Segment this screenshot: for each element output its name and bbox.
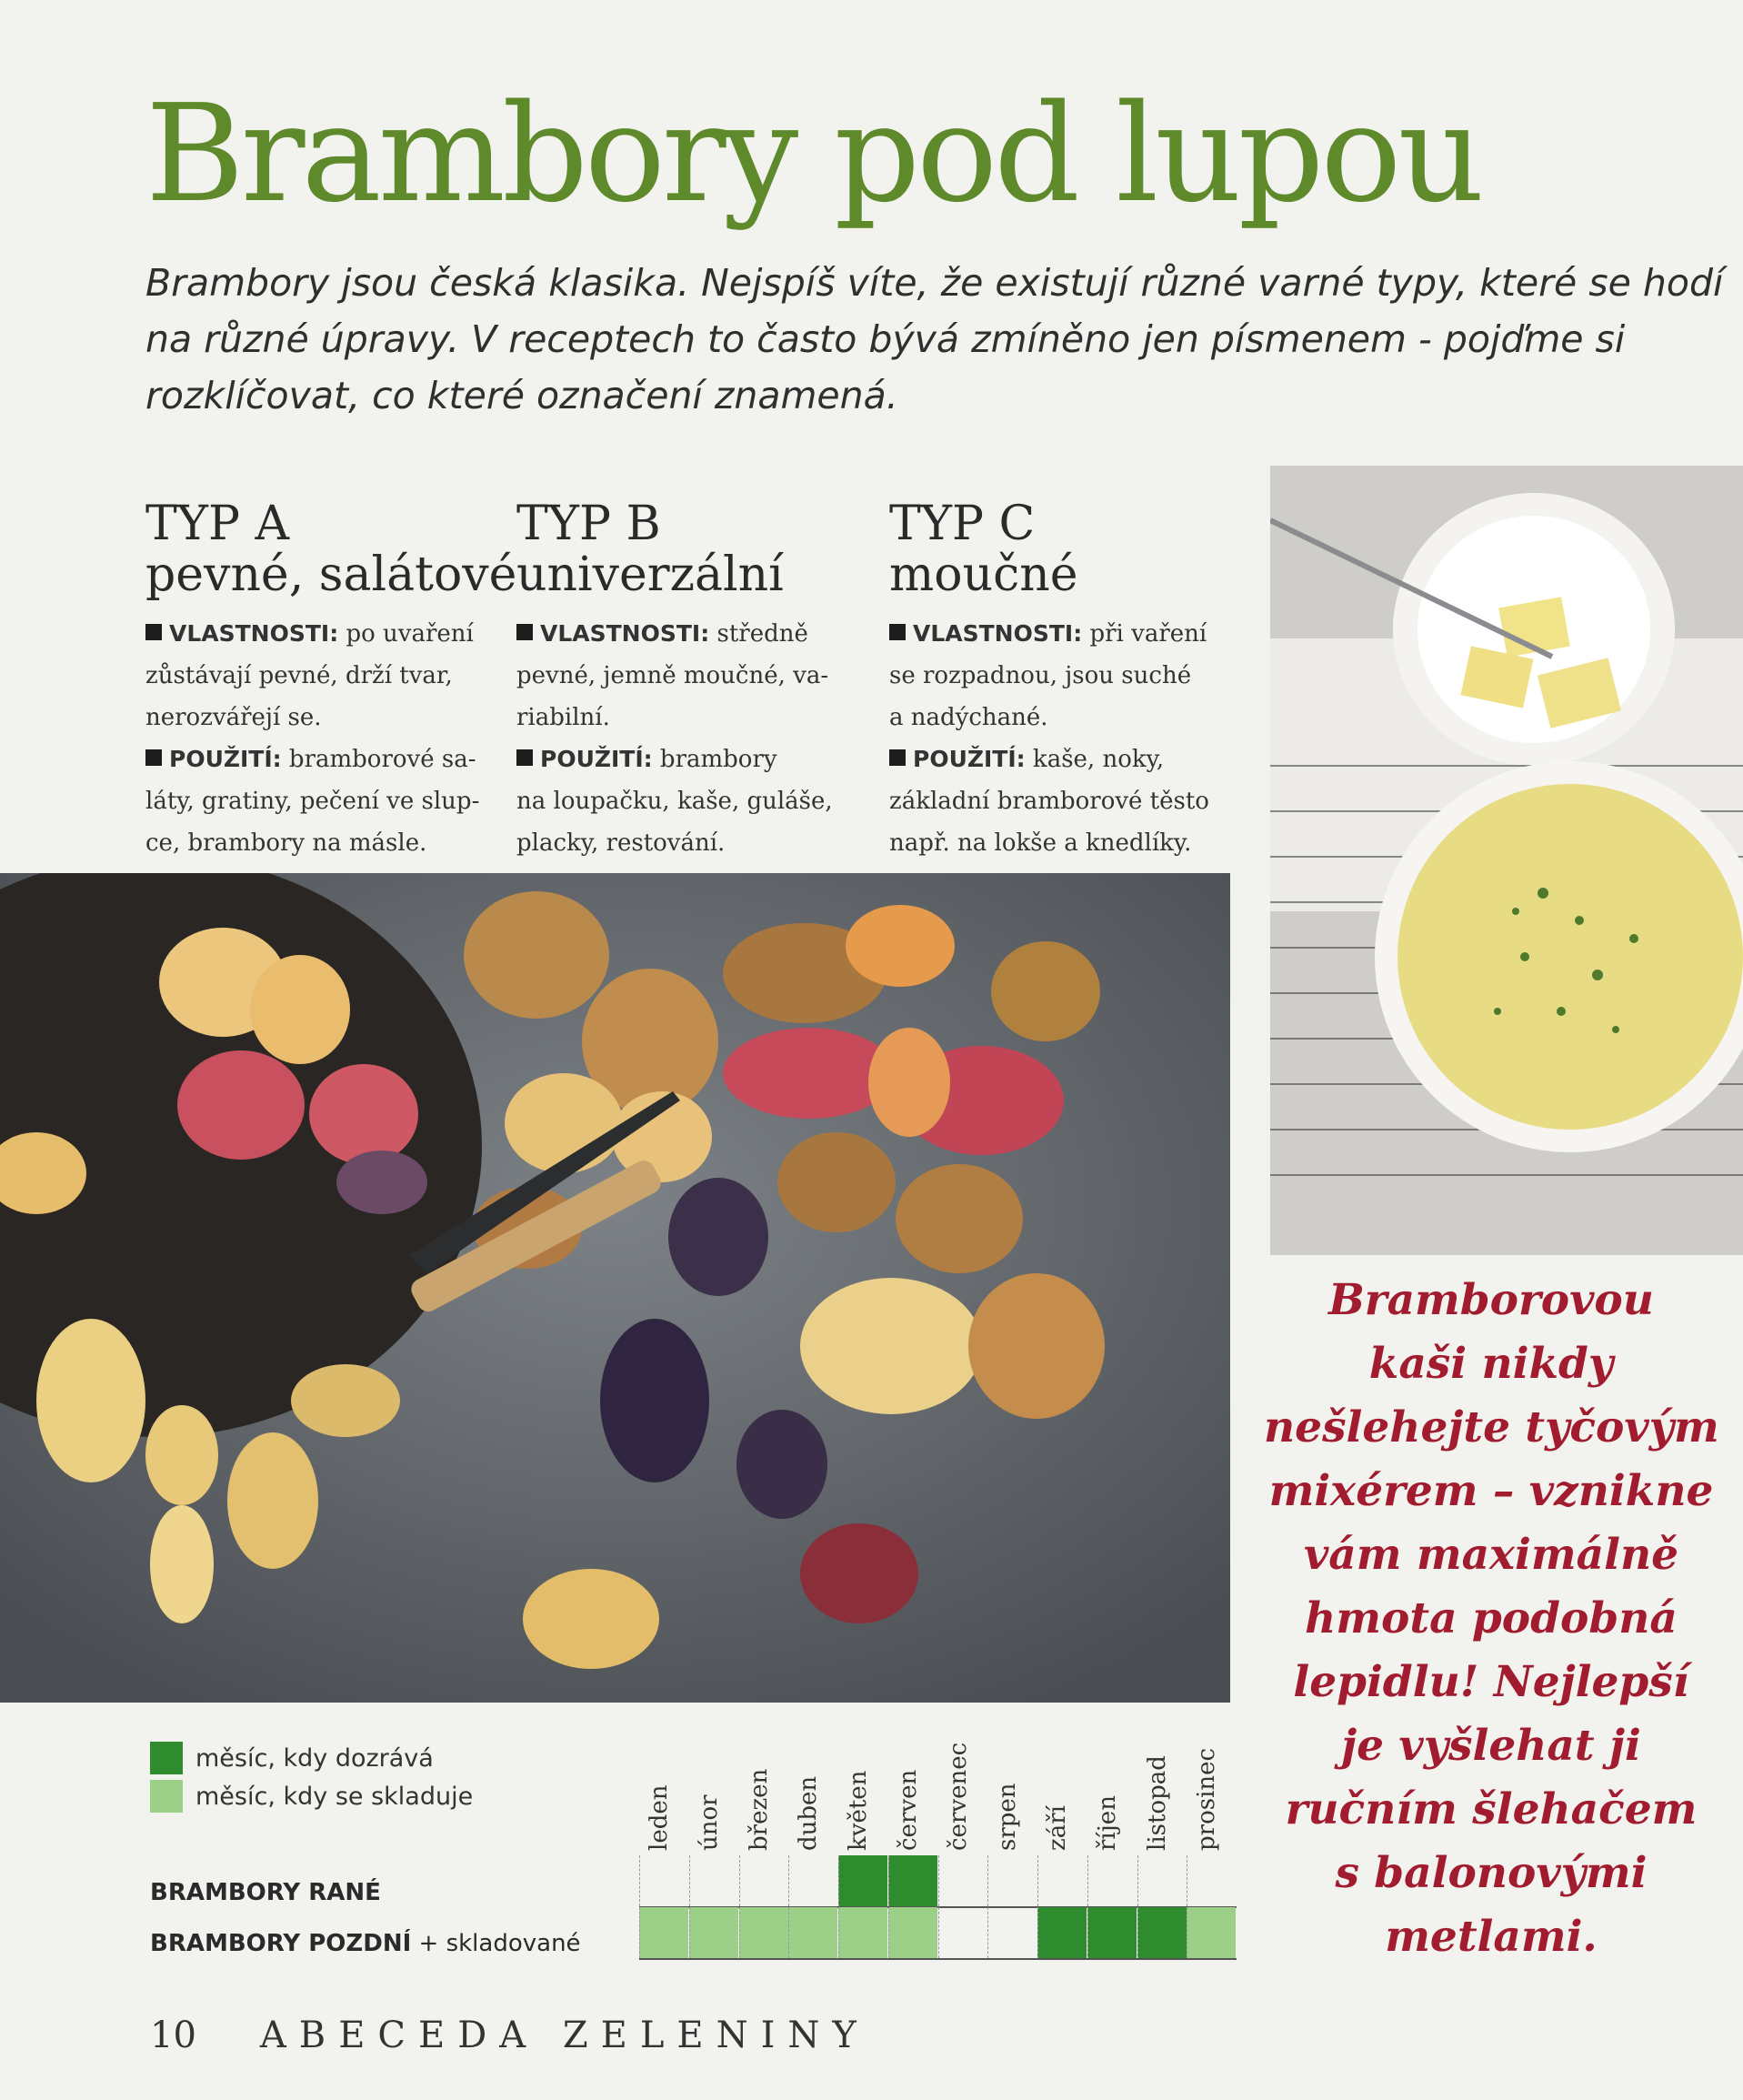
- season-cell: [788, 1907, 837, 1958]
- book-title: ABECEDA ZELENINY: [259, 2015, 869, 2056]
- type-c-line: se rozpadnou, jsou suché: [889, 662, 1192, 689]
- type-c-line: VLASTNOSTI: při vaření: [889, 613, 1244, 655]
- tip-line: vám maximálně: [1303, 1530, 1679, 1580]
- type-b-line: pevné, jemně moučné, va-: [516, 662, 829, 689]
- month-label: červenec: [944, 1742, 972, 1851]
- type-c-subtitle: moučné: [889, 548, 1078, 602]
- month-header: [886, 1737, 935, 1851]
- intro-line: Brambory jsou česká klasika. Nejspíš víte, že existují různé varné typy, které se hodí: [145, 261, 1724, 305]
- month-header: [1184, 1737, 1233, 1851]
- tip-line: s balonovými: [1335, 1848, 1648, 1898]
- mashed-potatoes-illustration: [1270, 466, 1743, 1255]
- season-cell: [888, 1907, 937, 1958]
- month-header: [686, 1737, 736, 1851]
- month-label: říjen: [1093, 1795, 1121, 1851]
- potatoes-illustration: [0, 873, 1230, 1703]
- season-cell: [639, 1907, 688, 1958]
- bullet-square-icon: [516, 749, 533, 766]
- tip-line: Bramborovou: [1328, 1275, 1654, 1325]
- type-c-line: základní bramborové těsto: [889, 788, 1209, 815]
- season-grid: [639, 1855, 1237, 1959]
- legend-swatch-stored: [150, 1780, 183, 1813]
- month-header: [1035, 1737, 1084, 1851]
- season-cell: [788, 1855, 837, 1906]
- bullet-square-icon: [889, 749, 906, 766]
- page-title: Brambory pod lupou: [145, 75, 1481, 232]
- legend-swatch-ripe: [150, 1742, 183, 1774]
- tip-line: ručním šlehačem: [1285, 1784, 1698, 1834]
- month-header: [836, 1737, 885, 1851]
- legend-label-stored: měsíc, kdy se skladuje: [195, 1782, 474, 1811]
- type-a-line: VLASTNOSTI: po uvaření: [145, 613, 500, 655]
- tip-callout: [1264, 1269, 1718, 1969]
- type-b-line: na loupačku, kaše, guláše,: [516, 788, 833, 815]
- season-cell: [1087, 1855, 1137, 1906]
- tip-line: kaši nikdy: [1368, 1339, 1614, 1389]
- season-cell: [1187, 1907, 1236, 1958]
- tip-line: nešlehejte tyčovým: [1264, 1402, 1719, 1452]
- season-cell: [938, 1907, 987, 1958]
- type-a-line: láty, gratiny, pečení ve slup-: [145, 788, 480, 815]
- month-label: srpen: [994, 1783, 1022, 1851]
- type-a-line: nerozvářejí se.: [145, 704, 322, 731]
- month-label: listopad: [1143, 1755, 1171, 1851]
- page-number: 10: [150, 2015, 196, 2056]
- season-cell: [987, 1855, 1037, 1906]
- season-cell: [1137, 1855, 1187, 1906]
- month-header: [1085, 1737, 1134, 1851]
- type-c-label: TYP C: [889, 497, 1036, 551]
- month-label: únor: [695, 1794, 723, 1851]
- row-label-late: BRAMBORY POZDNÍ + skladované: [150, 1930, 581, 1957]
- season-cell: [1037, 1855, 1087, 1906]
- month-label: leden: [646, 1784, 673, 1851]
- season-cell: [888, 1855, 937, 1906]
- month-header: [736, 1737, 786, 1851]
- season-cell: [987, 1907, 1037, 1958]
- tip-line: je vyšlehat ji: [1341, 1721, 1641, 1771]
- type-b-line: placky, restování.: [516, 829, 726, 857]
- type-c-body: [889, 613, 1244, 864]
- type-a-column: [145, 497, 517, 864]
- season-cell: [1037, 1907, 1087, 1958]
- type-c-column: [889, 498, 1244, 864]
- season-cell: [689, 1907, 738, 1958]
- tip-line: mixérem – vznikne: [1268, 1466, 1714, 1516]
- type-b-body: [516, 613, 871, 864]
- season-cell: [838, 1855, 887, 1906]
- intro-line: rozklíčovat, co které označení znamená.: [145, 374, 898, 417]
- type-b-label: TYP B: [516, 497, 661, 551]
- season-cell: [938, 1855, 987, 1906]
- month-header: [786, 1737, 835, 1851]
- type-a-line: POUŽITÍ: bramborové sa-: [145, 739, 500, 780]
- intro-line: na různé úpravy. V receptech to často bývá zmíněno jen písmenem - pojďme si: [145, 317, 1626, 361]
- season-cell: [689, 1855, 738, 1906]
- month-label: prosinec: [1193, 1747, 1221, 1851]
- type-c-line: např. na lokše a knedlíky.: [889, 829, 1192, 857]
- season-cell: [739, 1907, 788, 1958]
- season-cell: [739, 1855, 788, 1906]
- month-header: [636, 1737, 686, 1851]
- row-label-early: BRAMBORY RANÉ: [150, 1879, 381, 1906]
- season-cell: [838, 1907, 887, 1958]
- potatoes-photo: [0, 873, 1230, 1703]
- page-footer: [150, 2015, 869, 2056]
- bullet-square-icon: [145, 624, 162, 640]
- type-a-subtitle: pevné, salátové: [145, 548, 517, 602]
- legend-item-stored: [150, 1777, 473, 1815]
- month-header: [1135, 1737, 1184, 1851]
- mashed-potatoes-photo: [1270, 466, 1743, 1255]
- type-b-heading: [516, 498, 871, 600]
- tip-line: metlami.: [1385, 1912, 1598, 1962]
- intro-text: [145, 255, 1724, 424]
- type-a-heading: [145, 497, 517, 602]
- type-b-line: riabilní.: [516, 704, 610, 731]
- season-cell: [639, 1855, 688, 1906]
- legend-item-ripe: [150, 1739, 473, 1777]
- month-label: březen: [745, 1768, 773, 1851]
- month-label: červen: [894, 1769, 922, 1851]
- month-headers: [636, 1737, 1237, 1851]
- tip-line: hmota podobná: [1305, 1593, 1678, 1643]
- month-header: [936, 1737, 985, 1851]
- type-a-label: TYP A: [145, 497, 290, 551]
- bullet-square-icon: [516, 624, 533, 640]
- month-header: [985, 1737, 1034, 1851]
- type-a-line: ce, brambory na másle.: [145, 829, 427, 857]
- type-b-line: VLASTNOSTI: středně: [516, 613, 871, 655]
- season-legend: [150, 1739, 473, 1815]
- type-c-line: POUŽITÍ: kaše, noky,: [889, 739, 1244, 780]
- type-c-heading: [889, 498, 1244, 600]
- season-cell: [1087, 1907, 1137, 1958]
- row-divider: [639, 1958, 1237, 1960]
- type-b-subtitle: univerzální: [516, 548, 784, 602]
- tip-line: lepidlu! Nejlepší: [1293, 1657, 1689, 1707]
- legend-label-ripe: měsíc, kdy dozrává: [195, 1743, 434, 1773]
- season-cell: [1137, 1907, 1187, 1958]
- type-a-body: [145, 613, 500, 864]
- type-a-line: zůstávají pevné, drží tvar,: [145, 662, 453, 689]
- season-cell: [1187, 1855, 1236, 1906]
- type-b-column: [516, 498, 871, 864]
- bullet-square-icon: [889, 624, 906, 640]
- month-label: duben: [795, 1775, 823, 1851]
- month-label: květen: [845, 1770, 872, 1851]
- month-label: září: [1044, 1805, 1071, 1851]
- bullet-square-icon: [145, 749, 162, 766]
- type-c-line: a nadýchané.: [889, 704, 1048, 731]
- type-b-line: POUŽITÍ: brambory: [516, 739, 871, 780]
